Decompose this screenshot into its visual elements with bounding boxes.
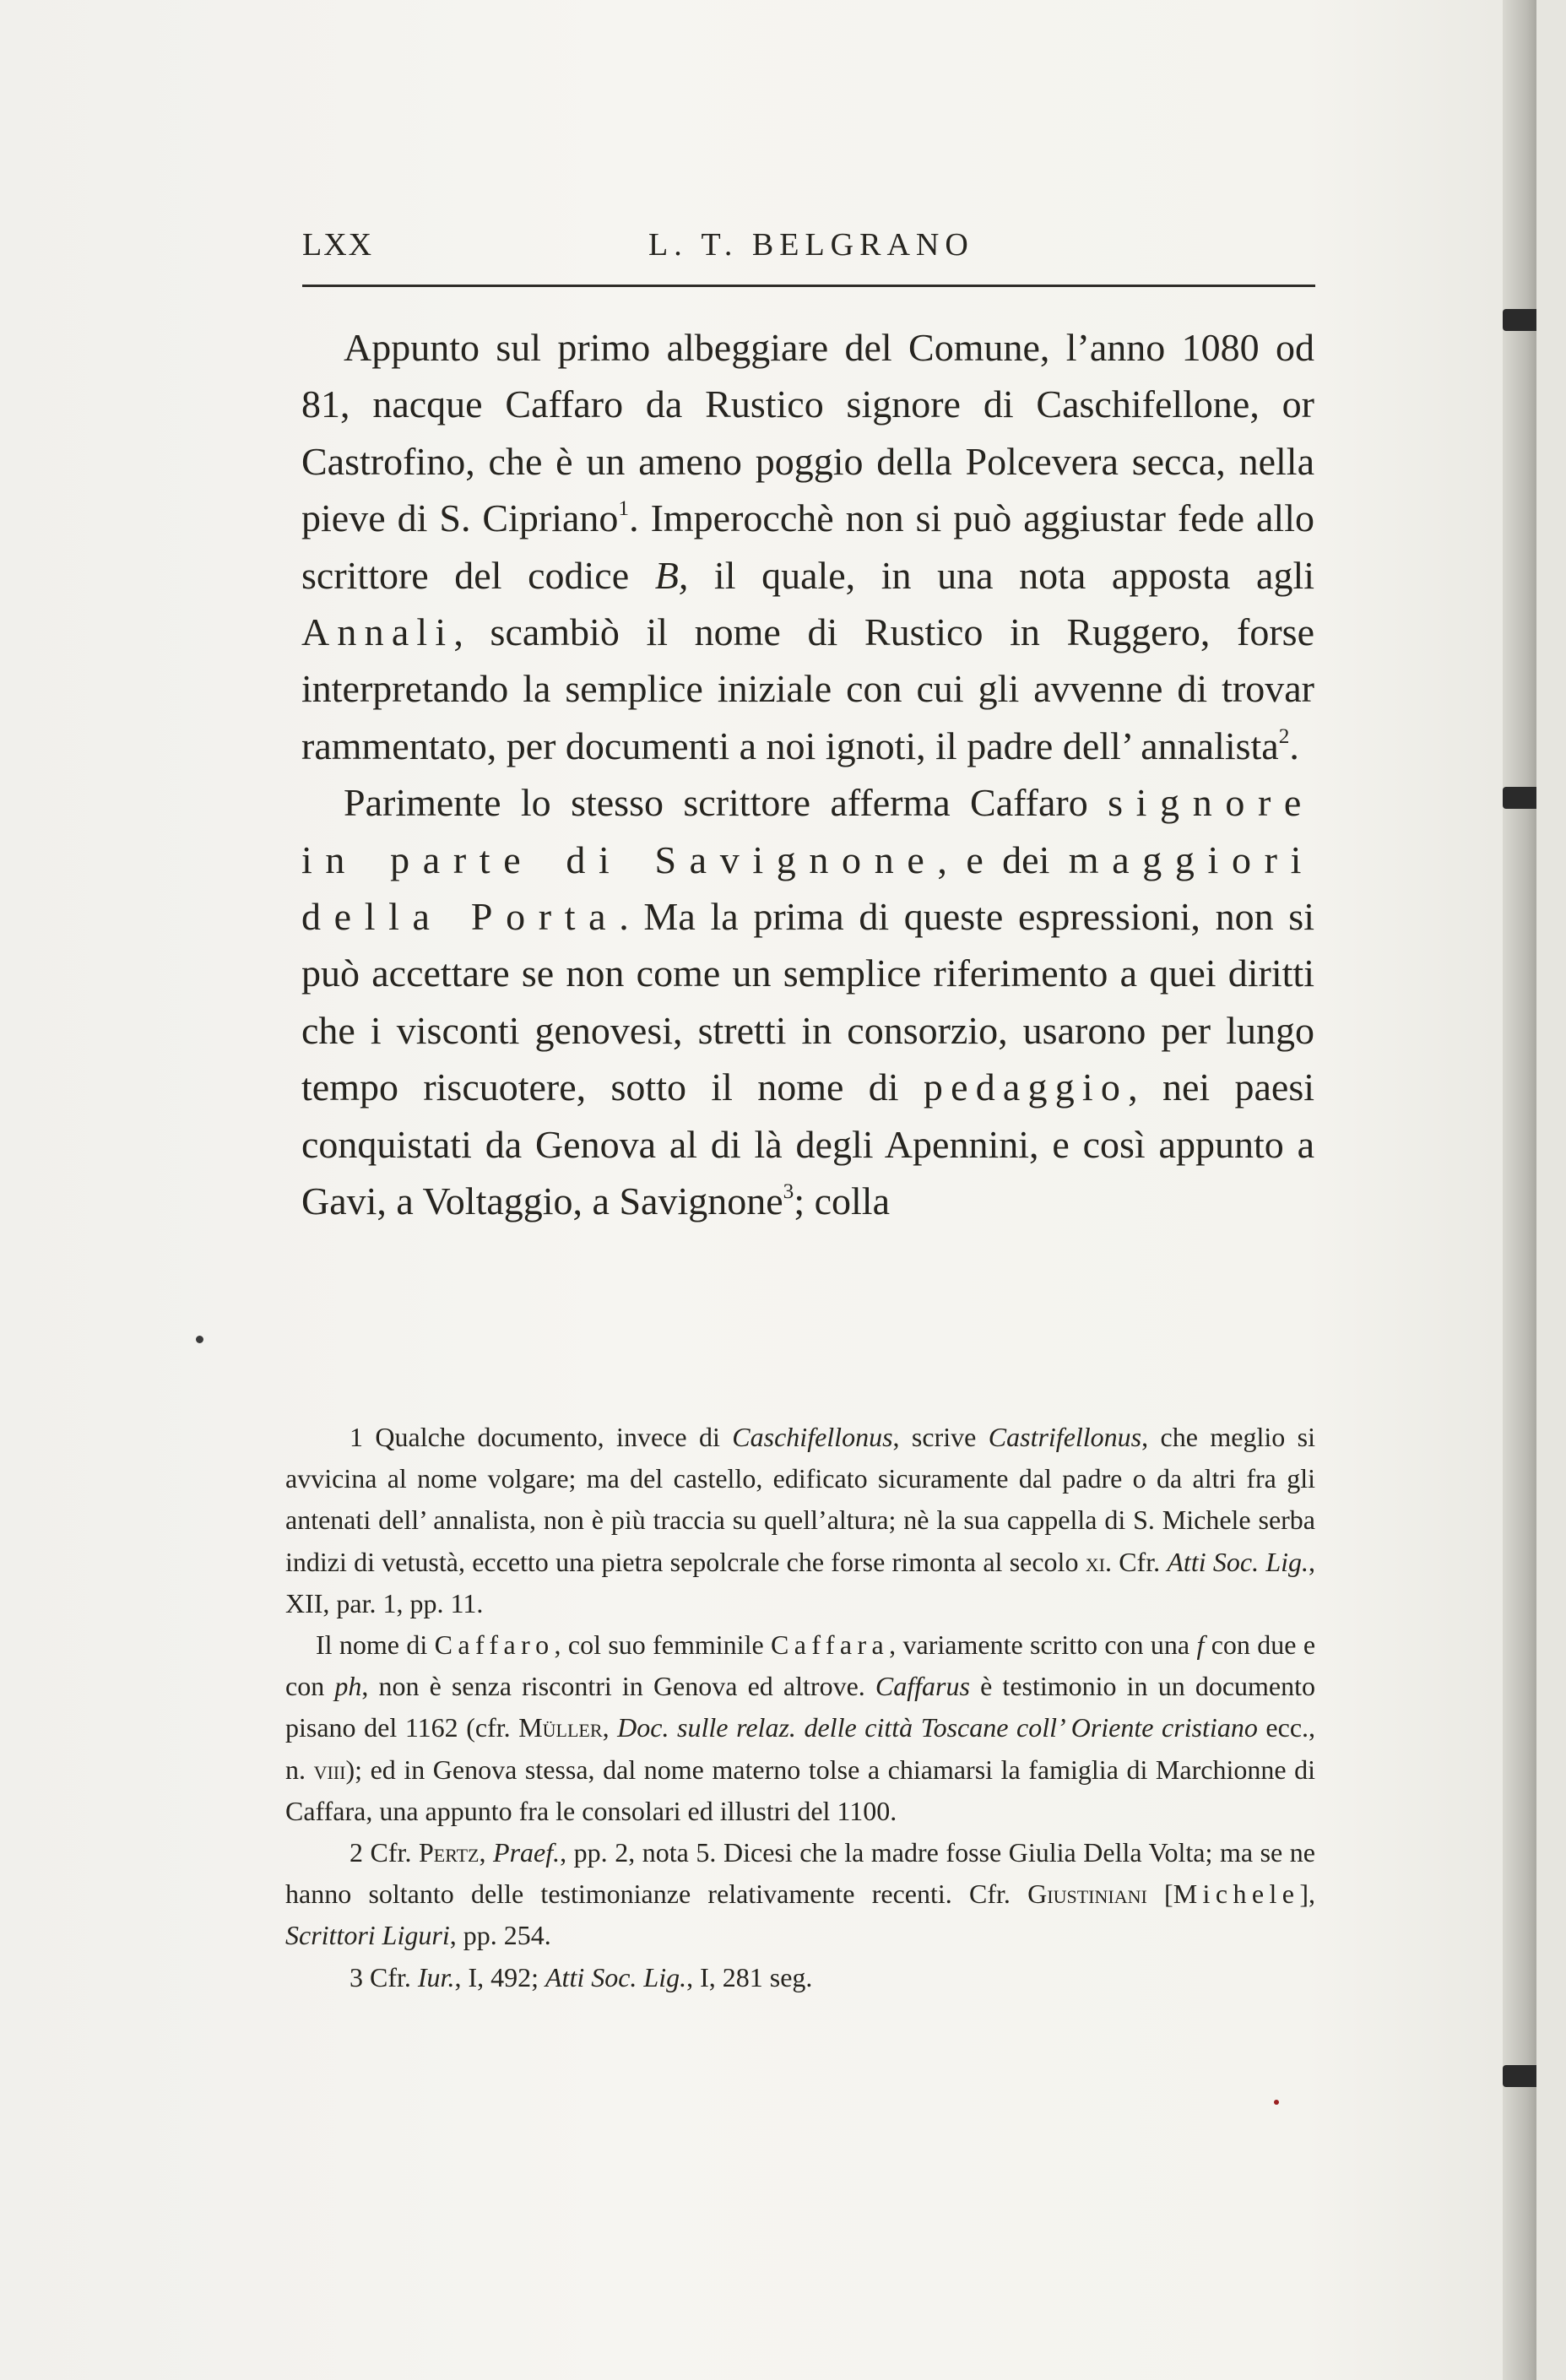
main-text — [301, 319, 1314, 1230]
footnote-ref-2: 2 — [1278, 724, 1290, 748]
footnote-2: 2 Cfr. Pertz, Praef., pp. 2, nota 5. Dicesi che la madre fosse Giulia Della Volta; ma se ne hanno soltanto delle testimonianze relativamente recenti. Cfr. Giustiniani [Michele], Scrittori Liguri, pp. 254. — [285, 1837, 1316, 1951]
footnote-number: 2 — [350, 1837, 363, 1868]
paragraph-2: Parimente lo stesso scrittore afferma Caffaro signore in parte di Savignone, e dei maggiori della Porta. Ma la prima di queste espressioni, non si può accettare se non come un semplice riferimento a quei diritti che i visconti genovesi, stretti in consorzio, usarono per lungo tempo riscuotere, sotto il nome di pedaggio, nei paesi conquistati da Genova al di là degli Apennini, e così appunto a Gavi, a Voltaggio, a Savignone$^3$; colla — [301, 781, 1315, 1223]
page-edge — [1503, 0, 1536, 2380]
footnote-1: 1 Qualche documento, invece di Caschifellonus, scrive Castrifellonus, che meglio si avvicina al nome volgare; ma del castello, edificato sicuramente dal padre o da altri fra gli antenati dell’ annalista, non è più traccia su quell’altura; nè la sua cappella di S. Michele serba indizi di vetustà, eccetto una pietra sepolcrale che forse rimonta al secolo xi. Cfr. Atti Soc. Lig., XII, par. 1, pp. 11. — [285, 1422, 1316, 1618]
spaced-word: pedaggio — [923, 1065, 1129, 1109]
footnote-ref-3: 3 — [783, 1179, 794, 1204]
binding-clip — [1503, 787, 1536, 809]
folio-number: LXX — [302, 227, 374, 263]
page-header — [302, 226, 1315, 277]
footnote-number: 1 — [350, 1422, 363, 1452]
footnotes — [285, 1417, 1315, 1998]
paragraph-1: Appunto sul primo albeggiare del Comune, l’anno 1080 od 81, nacque Caffaro da Rustico signore di Caschifellone, or Castrofino, che è un ameno poggio della Polcevera secca, nella pieve di S. Cipriano$^1$. Imperocchè non si può aggiustar fede allo scrittore del codice B, il quale, in una nota apposta agli Annali, scambiò il nome di Rustico in Ruggero, forse interpretando la semplice iniziale con cui gli avvenne di trovar rammentato, per documenti a noi ignoti, il padre dell’ annalista$^2$. — [301, 326, 1315, 767]
spaced-phrase: signore in parte di Savignone — [301, 781, 1314, 881]
footnote-1-continued: Il nome di Caffaro, col suo femminile Caffara, variamente scritto con una f con due e con ph, non è senza riscontri in Genova ed altrove. Caffarus è testimonio in un documento pisano del 1162 (cfr. Müller, Doc. sulle relaz. delle città Toscane coll’ Oriente cristiano ecc., n. viii); ed in Genova stessa, dal nome materno tolse a chiamarsi la famiglia di Marchionne di Caffara, una appunto fra le consolari ed illustri del 1100. — [285, 1629, 1316, 1826]
paper-speck — [196, 1336, 203, 1343]
paper-speck — [1274, 2100, 1279, 2105]
binding-clip — [1503, 309, 1536, 331]
binding-clip — [1503, 2065, 1536, 2087]
footnote-number: 3 — [350, 1961, 363, 1992]
footnote-ref-1: 1 — [618, 496, 630, 521]
codex-siglum: B, — [654, 553, 689, 597]
spaced-word: Annali — [301, 610, 454, 654]
footnote-3: 3 Cfr. Iur., I, 492; Atti Soc. Lig., I, 281 seg. — [350, 1961, 813, 1992]
spaced-phrase: maggiori della Porta — [301, 838, 1314, 939]
header-rule — [302, 285, 1315, 287]
running-head: L. T. BELGRANO — [648, 227, 974, 263]
